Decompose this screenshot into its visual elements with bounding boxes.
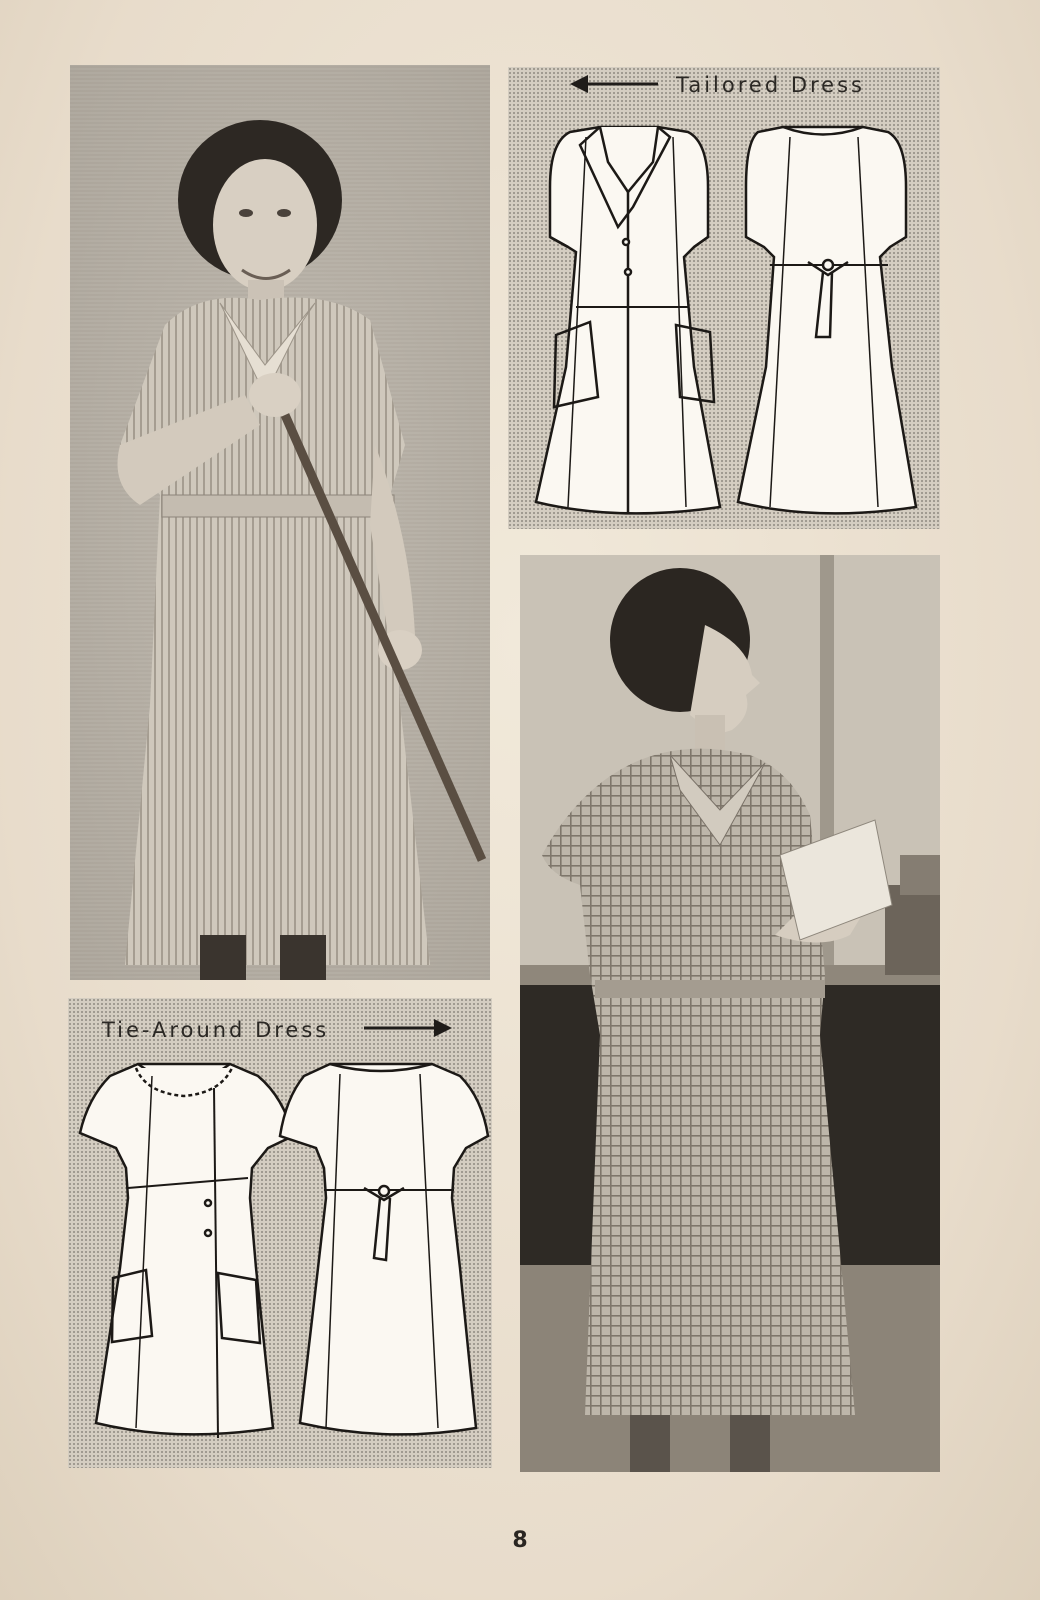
sketch-tie-around-dress — [68, 998, 492, 1468]
caption-tailored-dress: Tailored Dress — [676, 73, 865, 97]
photo-woman-with-broom-illustration — [70, 65, 490, 980]
sketch-tailored-dress — [508, 67, 940, 529]
page-number: 8 — [512, 1528, 528, 1553]
arrow-right-icon — [364, 1019, 452, 1037]
caption-tie-around-dress: Tie-Around Dress — [102, 1018, 330, 1042]
photo-woman-in-checked-dress — [520, 555, 940, 1472]
tailored-dress-drawing — [508, 67, 940, 529]
tie-around-dress-back-view — [280, 1064, 488, 1434]
photo-woman-in-checked-dress-illustration — [520, 555, 940, 1472]
tailored-dress-front-view — [536, 127, 720, 513]
tie-around-dress-front-view — [80, 1064, 293, 1438]
photo-woman-with-broom — [70, 65, 490, 980]
arrow-left-icon — [570, 75, 658, 93]
tailored-dress-back-view — [738, 127, 916, 513]
tie-around-dress-drawing — [68, 998, 492, 1468]
